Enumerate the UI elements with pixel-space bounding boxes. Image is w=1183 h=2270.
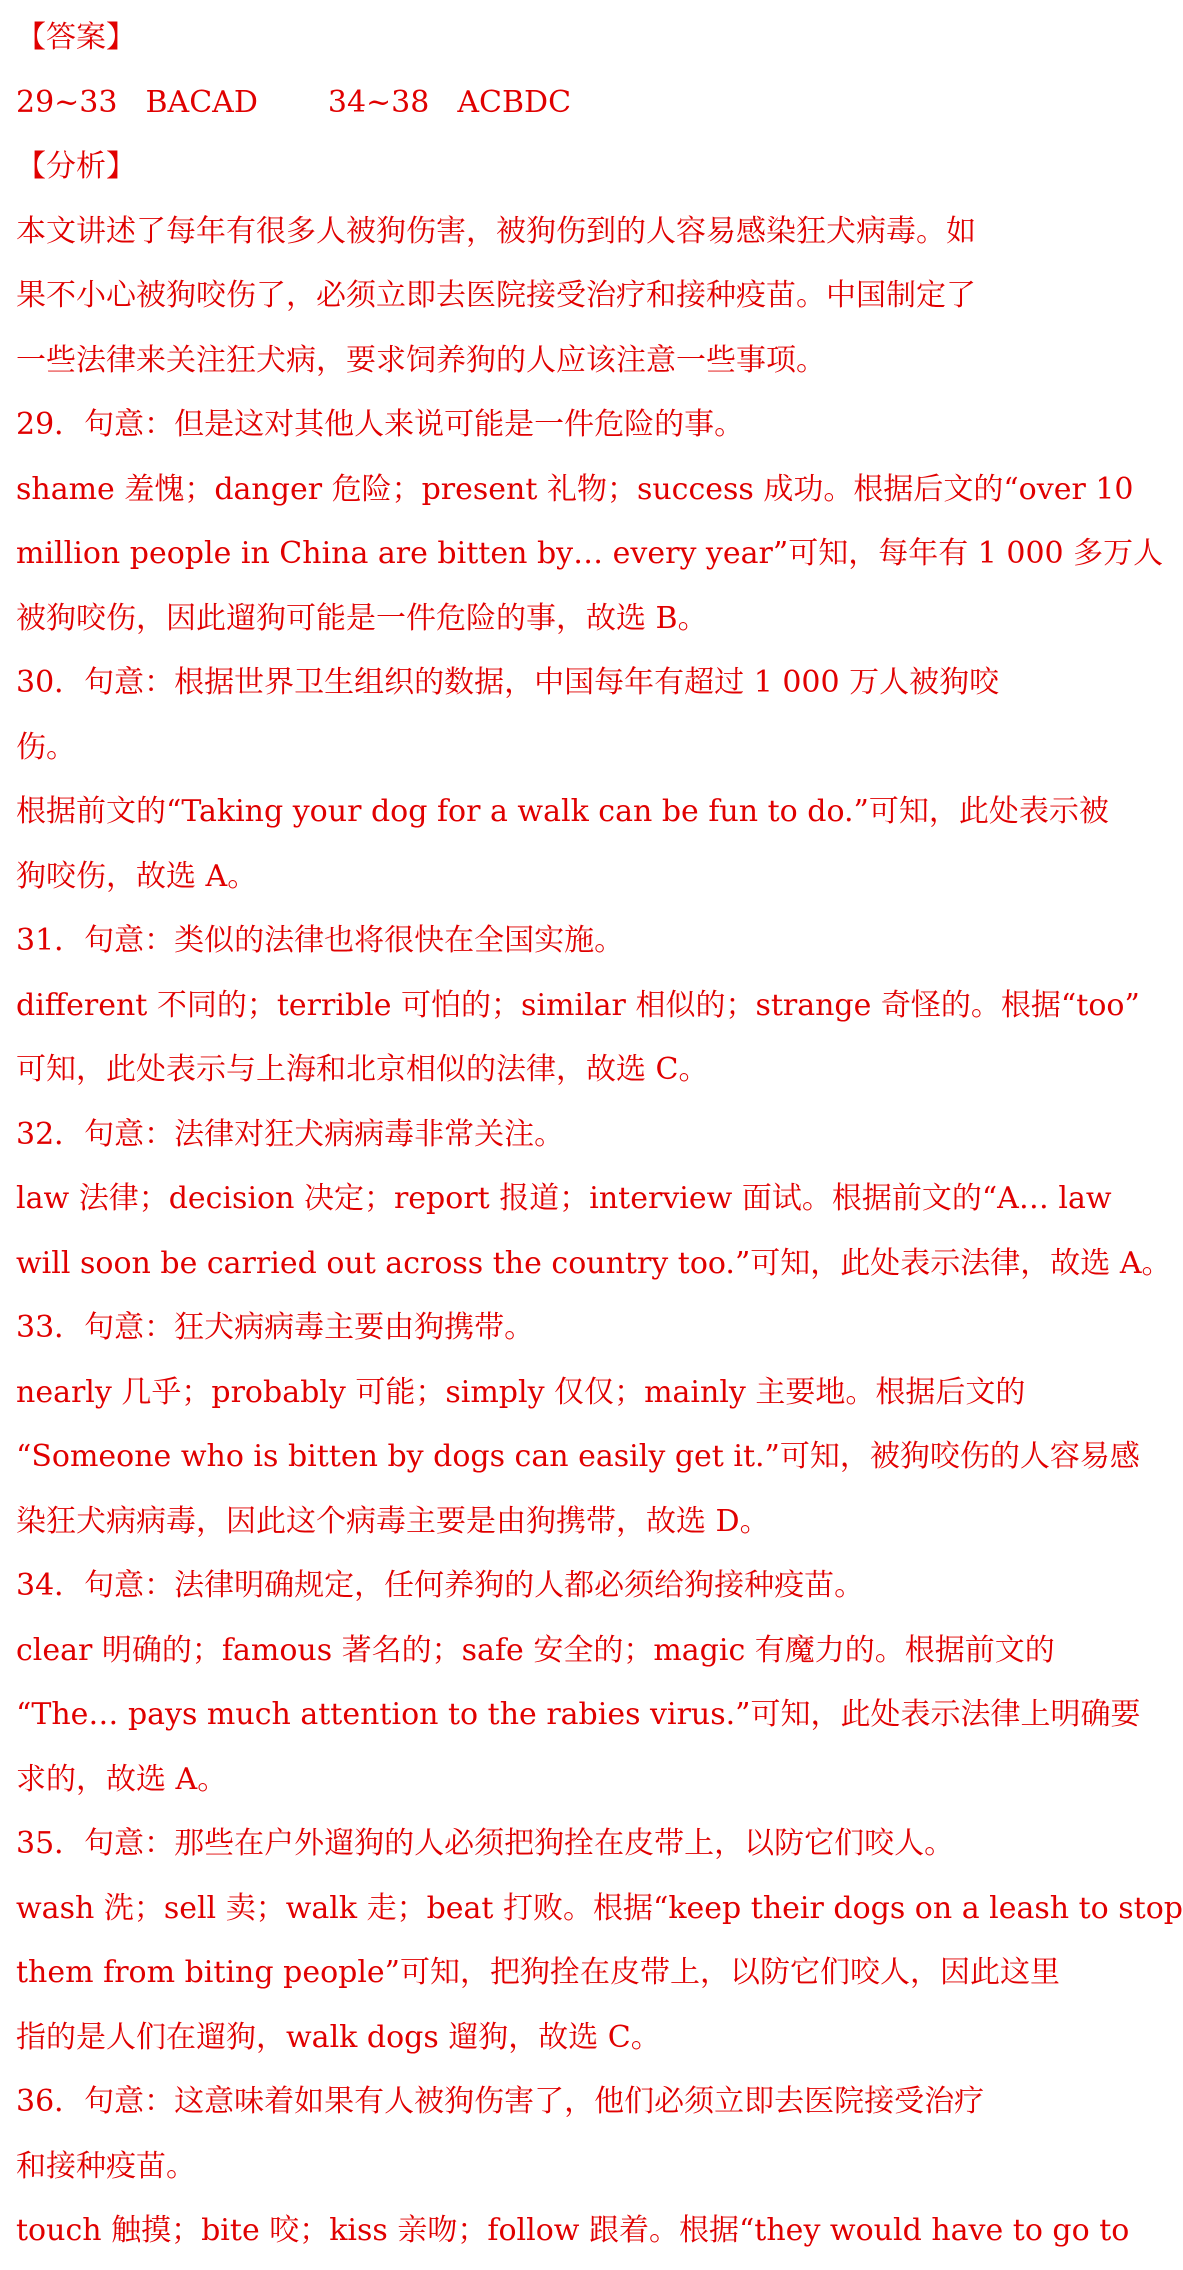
explanation-line: 染狂犬病病毒，因此这个病毒主要是由狗携带，故选 D。	[16, 1503, 770, 1539]
answer-heading: 【答案】	[16, 20, 136, 55]
question-meaning: 30．句意：根据世界卫生组织的数据，中国每年有超过 1 000 万人被狗咬	[16, 665, 1000, 700]
question-meaning: 31．句意：类似的法律也将很快在全国实施。	[16, 923, 625, 958]
answer-letters-b: ACBDC	[457, 84, 572, 120]
explanation-line: clear 明确的；famous 著名的；safe 安全的；magic 有魔力的。根据前文的	[16, 1632, 1055, 1668]
explanation-line: 被狗咬伤，因此遛狗可能是一件危险的事，故选 B。	[16, 600, 708, 636]
explanation-line: will soon be carried out across the country too.”可知，此处表示法律，故选 A。	[16, 1245, 1172, 1281]
question-meaning: 34．句意：法律明确规定，任何养狗的人都必须给狗接种疫苗。	[16, 1568, 865, 1603]
explanation-line: 求的，故选 A。	[16, 1761, 228, 1797]
explanation-line: “The… pays much attention to the rabies virus.”可知，此处表示法律上明确要	[16, 1697, 1141, 1732]
answer-range-b: 34~38	[327, 84, 430, 120]
answer-letters-a: BACAD	[145, 84, 258, 120]
summary-line: 本文讲述了每年有很多人被狗伤害，被狗伤到的人容易感染狂犬病毒。如	[16, 213, 976, 249]
question-meaning: 36．句意：这意味着如果有人被狗伤害了，他们必须立即去医院接受治疗	[16, 2084, 985, 2119]
explanation-line: 指的是人们在遛狗，walk dogs 遛狗，故选 C。	[16, 2019, 661, 2055]
answer-key-row	[16, 71, 1066, 136]
explanation-line: wash 洗；sell 卖；walk 走；beat 打败。根据“keep their dogs on a leash to stop	[16, 1890, 1183, 1926]
question-meaning-cont: 和接种疫苗。	[16, 2148, 196, 2184]
question-meaning: 32．句意：法律对狂犬病病毒非常关注。	[16, 1116, 565, 1152]
analysis-heading: 【分析】	[16, 149, 136, 184]
summary-line: 果不小心被狗咬伤了，必须立即去医院接受治疗和接种疫苗。中国制定了	[16, 278, 976, 313]
explanation-line: 狗咬伤，故选 A。	[16, 858, 258, 894]
summary-line: 一些法律来关注狂犬病，要求饲养狗的人应该注意一些事项。	[16, 342, 826, 378]
question-meaning: 33．句意：狂犬病病毒主要由狗携带。	[16, 1310, 535, 1345]
explanation-line: law 法律；decision 决定；report 报道；interview 面试。根据前文的“A… law	[16, 1181, 1112, 1216]
explanation-line: different 不同的；terrible 可怕的；similar 相似的；strange 奇怪的。根据“too”	[16, 987, 1140, 1023]
question-meaning: 29．句意：但是这对其他人来说可能是一件危险的事。	[16, 407, 745, 442]
explanation-line: touch 触摸；bite 咬；kiss 亲吻；follow 跟着。根据“they would have to go to	[16, 2213, 1130, 2248]
answer-range-a: 29~33	[16, 84, 118, 120]
explanation-line: 可知，此处表示与上海和北京相似的法律，故选 C。	[16, 1052, 709, 1087]
explanation-line: nearly 几乎；probably 可能；simply 仅仅；mainly 主要地。根据后文的	[16, 1374, 1026, 1410]
explanation-line: “Someone who is bitten by dogs can easily get it.”可知，被狗咬伤的人容易感	[16, 1439, 1140, 1474]
question-meaning: 35．句意：那些在户外遛狗的人必须把狗拴在皮带上，以防它们咬人。	[16, 1826, 955, 1861]
explanation-line: million people in China are bitten by… every year”可知，每年有 1 000 多万人	[16, 536, 1164, 571]
question-meaning-cont: 伤。	[16, 729, 76, 765]
explanation-line: shame 羞愧；danger 危险；present 礼物；success 成功。根据后文的“over 10	[16, 471, 1134, 507]
explanation-line: them from biting people”可知，把狗拴在皮带上，以防它们咬人，因此这里	[16, 1955, 1061, 1990]
explanation-line: 根据前文的“Taking your dog for a walk can be fun to do.”可知，此处表示被	[16, 794, 1109, 829]
